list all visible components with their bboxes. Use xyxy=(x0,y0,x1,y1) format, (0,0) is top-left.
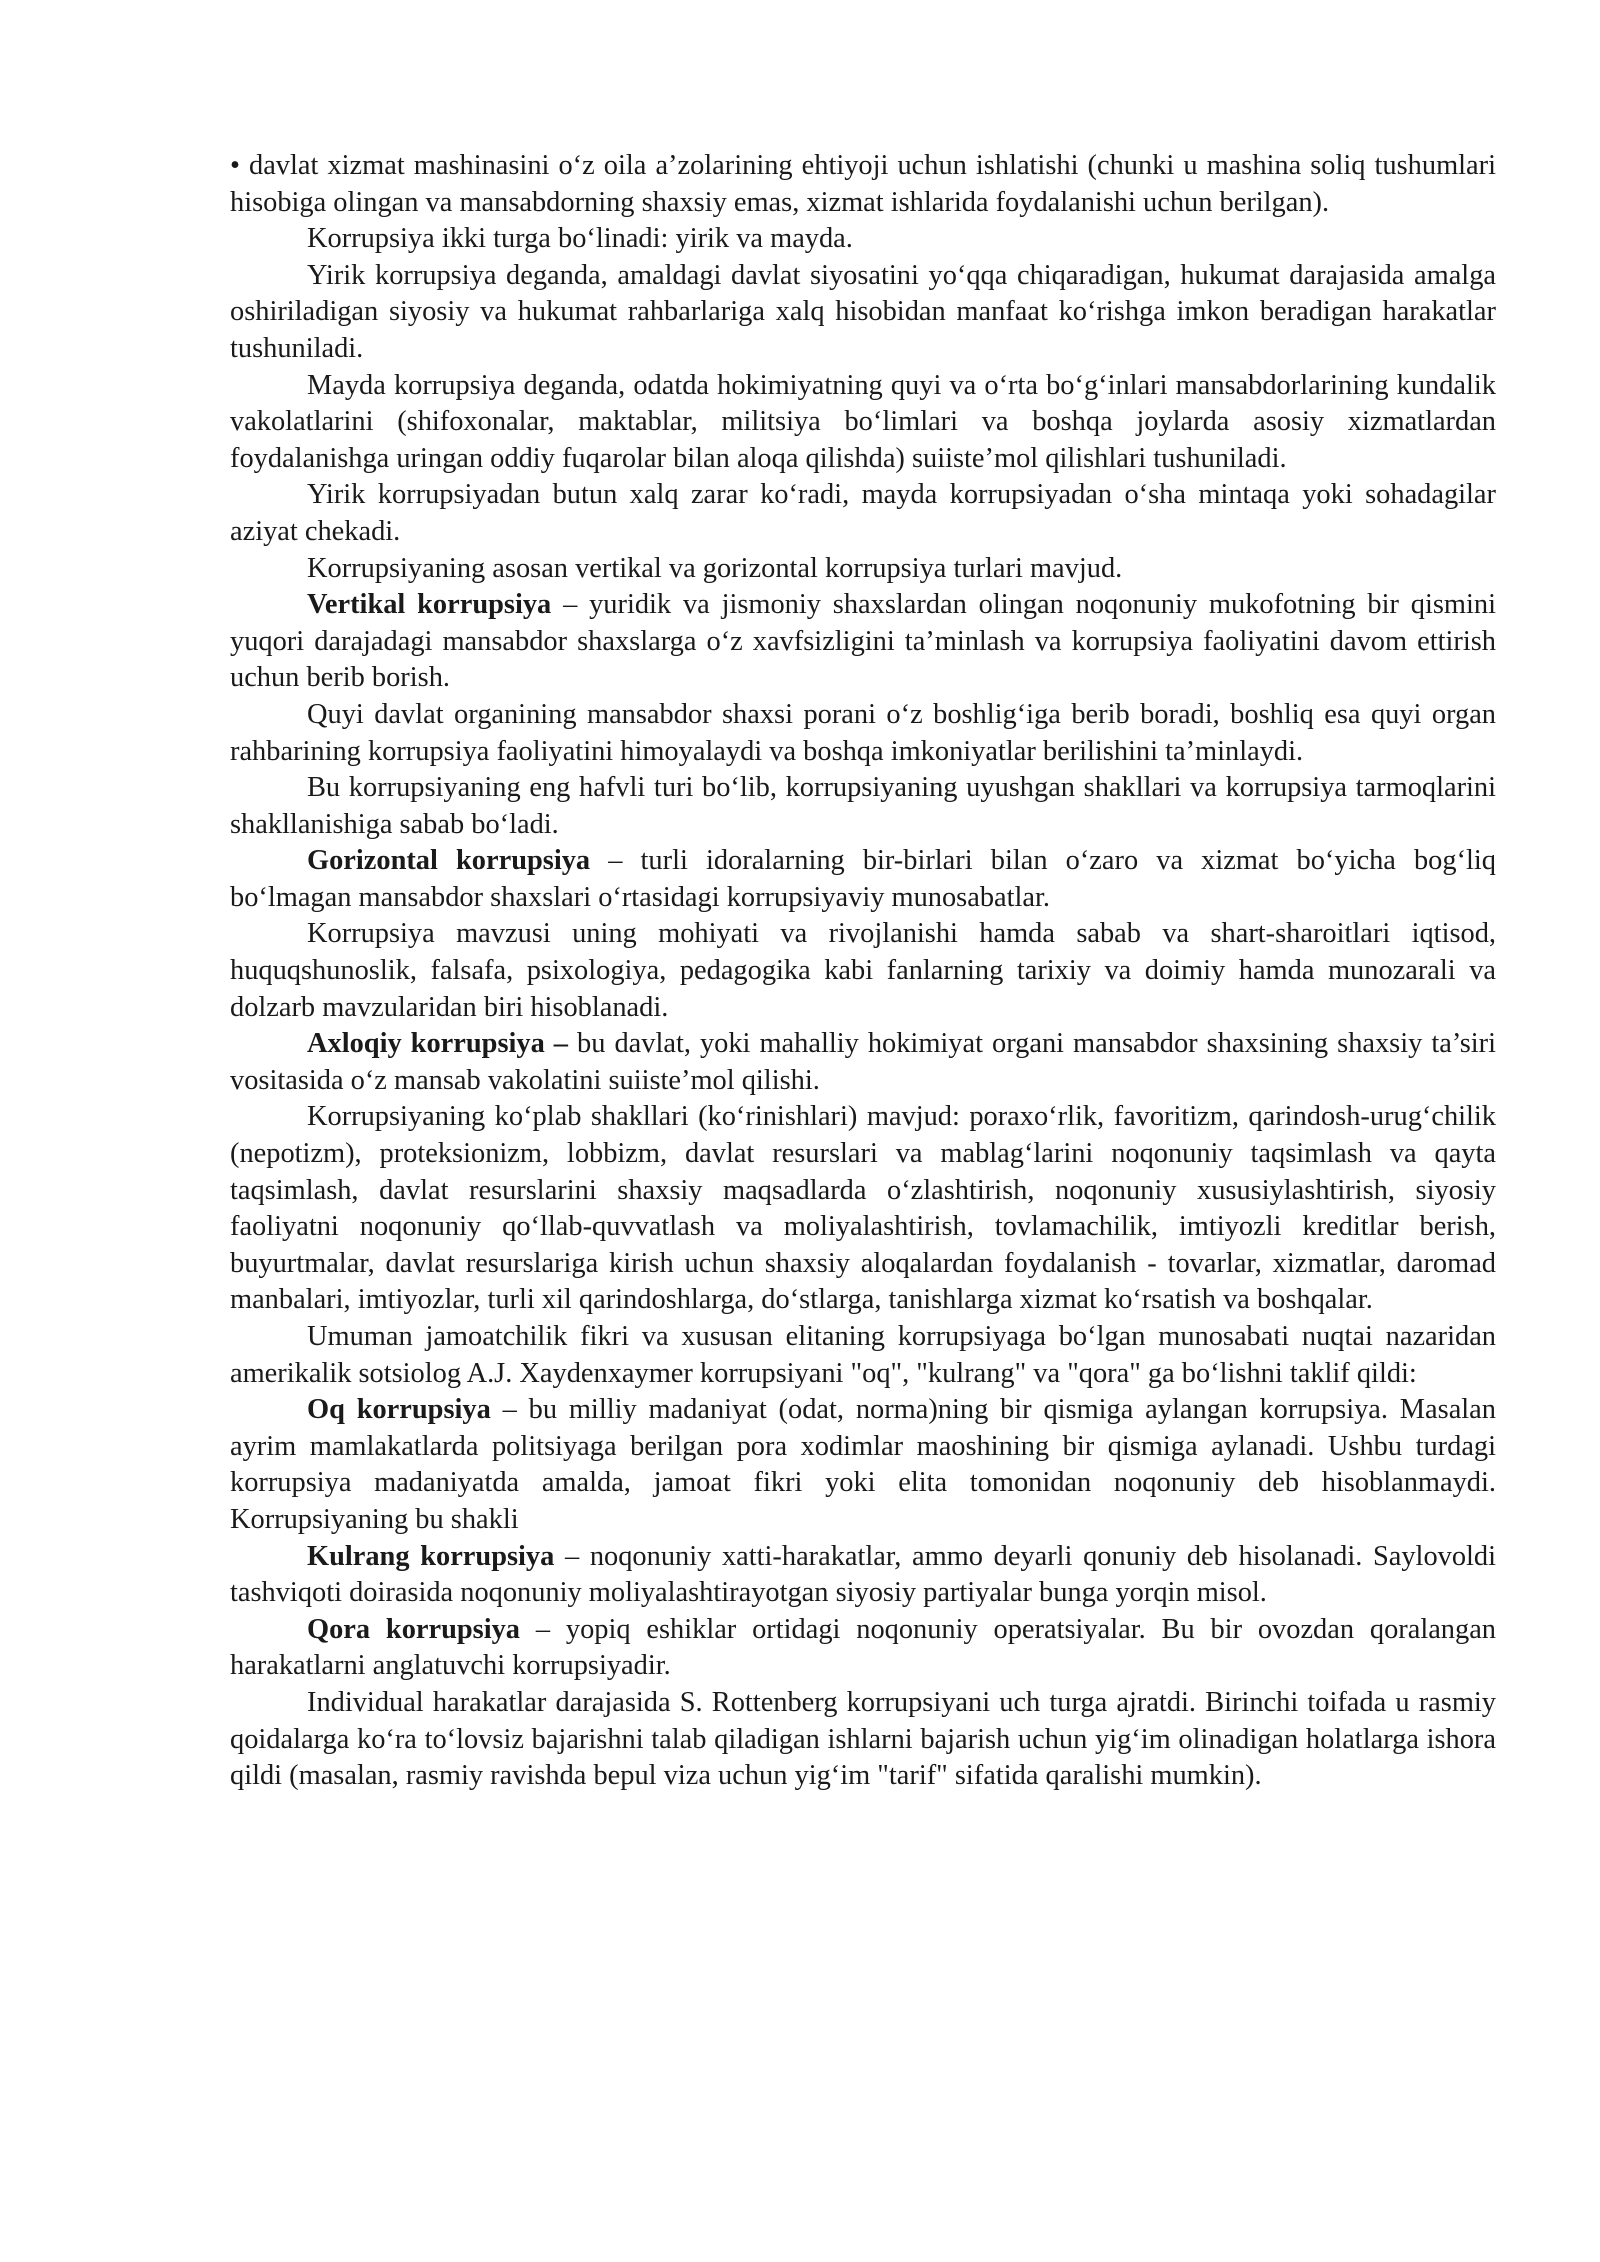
paragraph-13 xyxy=(230,1099,1496,1319)
paragraph-9 xyxy=(230,770,1496,843)
paragraph-text: • davlat xizmat mashinasini o‘z oila a’zolarining ehtiyoji uchun ishlatishi (chunki u mashina soliq tushumlari hisobiga olingan va mansabdorning shaxsiy emas, xizmat ishlarida foydalanishi uchun berilgan). xyxy=(230,150,1496,218)
paragraph-15 xyxy=(230,1392,1496,1538)
paragraph-text: Umuman jamoatchilik fikri va xususan elitaning korrupsiyaga bo‘lgan munosabati nuqtai nazaridan amerikalik sotsiolog A.J. Xaydenxaymer korrupsiyani "oq", "kulrang" va "qora" ga bo‘lishni taklif qildi: xyxy=(230,1321,1496,1389)
paragraph-6 xyxy=(230,551,1496,588)
paragraph-12 xyxy=(230,1026,1496,1099)
document-page xyxy=(230,148,1496,1795)
paragraph-text: – yopiq eshiklar ortidagi noqonuniy operatsiyalar. Bu bir ovozdan qoralangan harakatlarni anglatuvchi korrupsiyadir. xyxy=(230,1613,1496,1682)
paragraph-text: Individual harakatlar darajasida S. Rottenberg korrupsiyani uch turga ajratdi. Birinchi toifada u rasmiy qoidalarga ko‘ra to‘lovsiz bajarishni talab qiladigan ishlarni bajarish uchun yig‘im olinadigan holatlarga ishora qildi (masalan, rasmiy ravishda bepul viza uchun yig‘im "tarif" sifatida qaralishi mumkin). xyxy=(230,1686,1496,1792)
paragraph-text: Yirik korrupsiyadan butun xalq zarar ko‘radi, mayda korrupsiyadan o‘sha mintaqa yoki sohadagilar aziyat chekadi. xyxy=(230,479,1496,547)
term-grey: Kulrang korrupsiya xyxy=(307,1540,555,1572)
paragraph-text: – yuridik va jismoniy shaxslardan olingan noqonuniy mukofotning bir qismini yuqori darajadagi mansabdor shaxslarga o‘z xavfsizligini ta’minlash va korrupsiya faoliyatini davom ettirish uchun berib borish. xyxy=(230,589,1496,694)
paragraph-5 xyxy=(230,477,1496,550)
paragraph-text: – noqonuniy xatti-harakatlar, ammo deyarli qonuniy deb hisolanadi. Saylovoldi tashviqoti doirasida noqonuniy moliyalashtirayotgan siyosiy partiyalar bunga yorqin misol. xyxy=(230,1540,1496,1609)
term-horizontal: Gorizontal korrupsiya xyxy=(307,845,591,877)
term-moral: Axloqiy korrupsiya – xyxy=(307,1028,569,1060)
paragraph-text: Yirik korrupsiya deganda, amaldagi davlat siyosatini yo‘qqa chiqaradigan, hukumat darajasida amalga oshiriladigan siyosiy va hukumat rahbarlariga xalq hisobidan manfaat ko‘rishga imkon beradigan harakatlar tushuniladi. xyxy=(230,259,1496,364)
paragraph-text: Quyi davlat organining mansabdor shaxsi porani o‘z boshlig‘iga berib boradi, boshliq esa quyi organ rahbarining korrupsiya faoliyatini himoyalaydi va boshqa imkoniyatlar berilishini ta’minlaydi. xyxy=(230,698,1496,767)
paragraph-1 xyxy=(230,148,1496,221)
term-white: Oq korrupsiya xyxy=(307,1394,491,1426)
paragraph-text: – bu milliy madaniyat (odat, norma)ning bir qismiga aylangan korrupsiya. Masalan ayrim mamlakatlarda politsiyaga berilgan pora xodimlar maoshining bir qismiga aylanadi. Ushbu turdagi korrupsiya madaniyatda amalda, jamoat fikri yoki elita tomonidan noqonuniy deb hisoblanmaydi. Korrupsiyaning bu shakli xyxy=(230,1394,1496,1535)
paragraph-11 xyxy=(230,916,1496,1026)
paragraph-text: Korrupsiyaning ko‘plab shakllari (ko‘rinishlari) mavjud: poraxo‘rlik, favoritizm, qarindosh-urug‘chilik (nepotizm), proteksionizm, lobbizm, davlat resurslari va mablag‘larini noqonuniy taqsimlash va qayta taqsimlash, davlat resurslarini shaxsiy maqsadlarda o‘zlashtirish, noqonuniy xususiylashtirish, siyosiy faoliyatni noqonuniy qo‘llab-quvvatlash va moliyalashtirish, tovlamachilik, imtiyozli kreditlar berish, buyurtmalar, davlat resurslariga kirish uchun shaxsiy aloqalardan foydalanish - tovarlar, xizmatlar, daromad manbalari, imtiyozlar, turli xil qarindoshlarga, do‘stlarga, tanishlarga xizmat ko‘rsatish va boshqalar. xyxy=(230,1101,1496,1316)
paragraph-text: Mayda korrupsiya deganda, odatda hokimiyatning quyi va o‘rta bo‘g‘inlari mansabdorlarining kundalik vakolatlarini (shifoxonalar, maktablar, militsiya bo‘limlari va boshqa joylarda asosiy xizmatlardan foydalanishga uringan oddiy fuqarolar bilan aloqa qilishda) suiiste’mol qilishlari tushuniladi. xyxy=(230,369,1496,474)
term-vertical: Vertikal korrupsiya xyxy=(307,589,552,621)
paragraph-16 xyxy=(230,1539,1496,1612)
paragraph-text: Bu korrupsiyaning eng hafvli turi bo‘lib, korrupsiyaning uyushgan shakllari va korrupsiya tarmoqlarini shakllanishiga sabab bo‘ladi. xyxy=(230,772,1496,840)
paragraph-18 xyxy=(230,1685,1496,1795)
paragraph-10 xyxy=(230,843,1496,916)
paragraph-text: – turli idoralarning bir-birlari bilan o‘zaro va xizmat bo‘yicha bog‘liq bo‘lmagan mansabdor shaxslari o‘rtasidagi korrupsiyaviy munosabatlar. xyxy=(230,845,1496,913)
paragraph-text: Korrupsiya ikki turga bo‘linadi: yirik va mayda. xyxy=(307,223,853,255)
paragraph-text: Korrupsiya mavzusi uning mohiyati va rivojlanishi hamda sabab va shart-sharoitlari iqtisod, huquqshunoslik, falsafa, psixologiya, pedagogika kabi fanlarning tarixiy va doimiy hamda munozarali va dolzarb mavzularidan biri hisoblanadi. xyxy=(230,918,1496,1023)
paragraph-7 xyxy=(230,587,1496,697)
term-black: Qora korrupsiya xyxy=(307,1613,521,1645)
paragraph-text: bu davlat, yoki mahalliy hokimiyat organi mansabdor shaxsining shaxsiy ta’siri vositasida o‘z mansab vakolatini suiiste’mol qilishi. xyxy=(230,1028,1497,1096)
paragraph-text: Korrupsiyaning asosan vertikal va gorizontal korrupsiya turlari mavjud. xyxy=(307,552,1123,584)
paragraph-3 xyxy=(230,258,1496,368)
paragraph-8 xyxy=(230,697,1496,770)
paragraph-4 xyxy=(230,368,1496,478)
paragraph-2 xyxy=(230,221,1496,258)
paragraph-14 xyxy=(230,1319,1496,1392)
paragraph-17 xyxy=(230,1612,1496,1685)
